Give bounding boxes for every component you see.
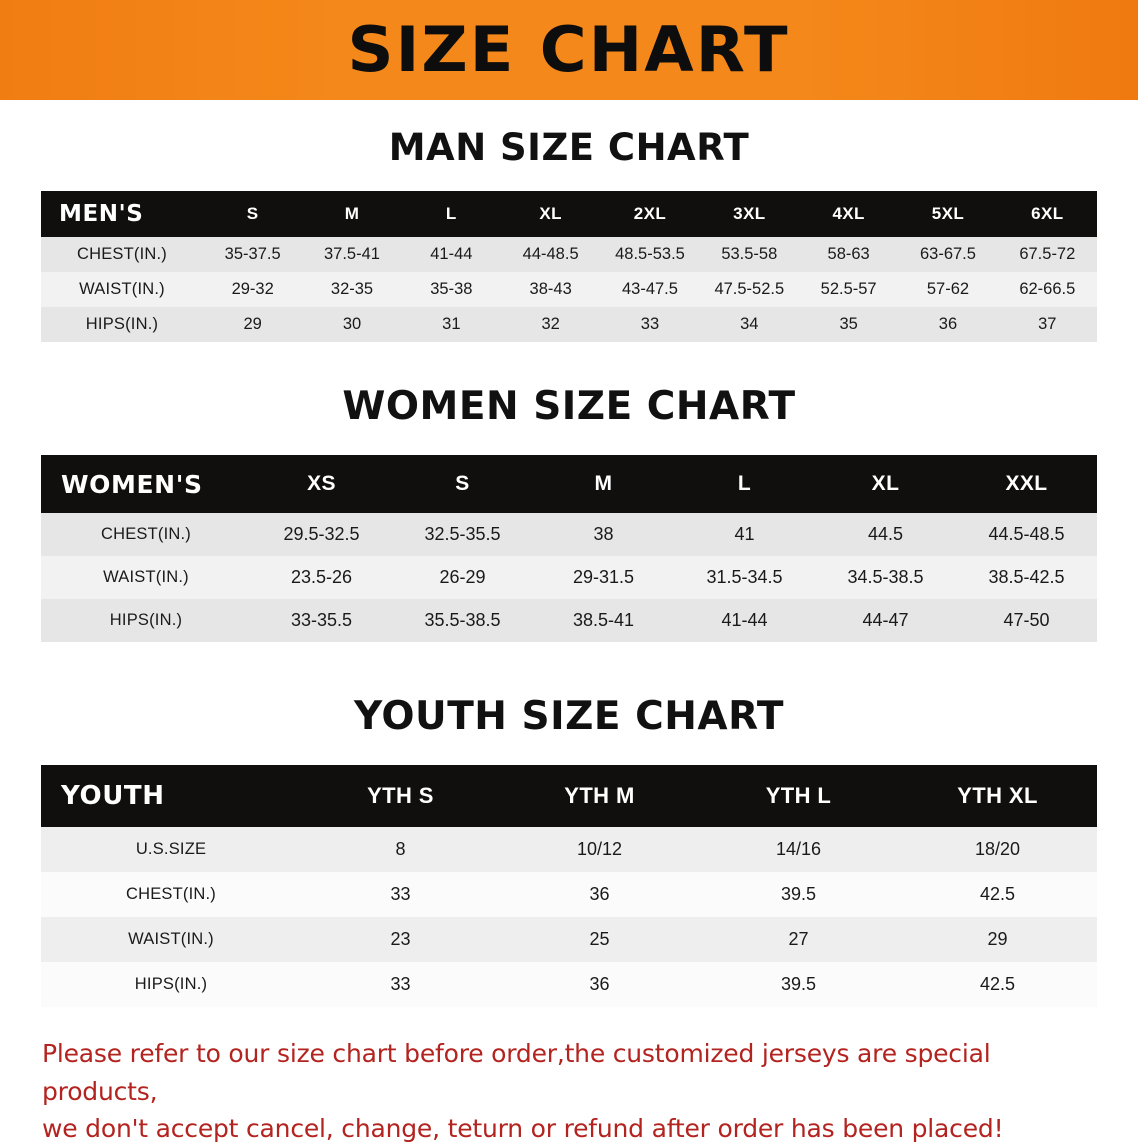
cell: 33-35.5 xyxy=(251,599,392,642)
table-row xyxy=(41,827,1097,872)
column-header: YTH L xyxy=(699,765,898,827)
column-header: 4XL xyxy=(799,191,898,237)
table-row xyxy=(41,872,1097,917)
row-label: HIPS(IN.) xyxy=(41,599,251,642)
cell: 23 xyxy=(301,917,500,962)
cell: 26-29 xyxy=(392,556,533,599)
column-header: YTH M xyxy=(500,765,699,827)
column-header: S xyxy=(392,455,533,513)
table-header-row xyxy=(41,455,1097,513)
man-table-wrap xyxy=(0,191,1138,342)
column-header: S xyxy=(203,191,302,237)
cell: 41 xyxy=(674,513,815,556)
column-header: XL xyxy=(815,455,956,513)
cell: 33 xyxy=(301,872,500,917)
cell: 38.5-41 xyxy=(533,599,674,642)
cell: 48.5-53.5 xyxy=(600,237,699,272)
column-header: XXL xyxy=(956,455,1097,513)
row-label: CHEST(IN.) xyxy=(41,872,301,917)
cell: 33 xyxy=(301,962,500,1007)
cell: 44.5-48.5 xyxy=(956,513,1097,556)
row-label: CHEST(IN.) xyxy=(41,513,251,556)
cell: 47.5-52.5 xyxy=(700,272,799,307)
women-table-wrap xyxy=(0,455,1138,642)
cell: 39.5 xyxy=(699,962,898,1007)
cell: 37 xyxy=(998,307,1097,342)
row-label: WAIST(IN.) xyxy=(41,917,301,962)
column-header: 5XL xyxy=(898,191,997,237)
page-title: SIZE CHART xyxy=(347,13,791,86)
cell: 35-38 xyxy=(402,272,501,307)
cell: 67.5-72 xyxy=(998,237,1097,272)
cell: 42.5 xyxy=(898,872,1097,917)
cell: 38.5-42.5 xyxy=(956,556,1097,599)
cell: 37.5-41 xyxy=(302,237,401,272)
cell: 63-67.5 xyxy=(898,237,997,272)
cell: 38-43 xyxy=(501,272,600,307)
cell: 18/20 xyxy=(898,827,1097,872)
cell: 42.5 xyxy=(898,962,1097,1007)
column-header: 2XL xyxy=(600,191,699,237)
cell: 14/16 xyxy=(699,827,898,872)
cell: 41-44 xyxy=(402,237,501,272)
cell: 35-37.5 xyxy=(203,237,302,272)
cell: 43-47.5 xyxy=(600,272,699,307)
cell: 25 xyxy=(500,917,699,962)
cell: 34 xyxy=(700,307,799,342)
cell: 32-35 xyxy=(302,272,401,307)
cell: 52.5-57 xyxy=(799,272,898,307)
cell: 29-32 xyxy=(203,272,302,307)
column-header: 3XL xyxy=(700,191,799,237)
cell: 32.5-35.5 xyxy=(392,513,533,556)
cell: 8 xyxy=(301,827,500,872)
cell: 31 xyxy=(402,307,501,342)
column-header: XL xyxy=(501,191,600,237)
cell: 35.5-38.5 xyxy=(392,599,533,642)
row-label: U.S.SIZE xyxy=(41,827,301,872)
cell: 39.5 xyxy=(699,872,898,917)
women-size-table xyxy=(41,455,1097,642)
column-header: 6XL xyxy=(998,191,1097,237)
cell: 32 xyxy=(501,307,600,342)
row-label: WAIST(IN.) xyxy=(41,272,203,307)
cell: 36 xyxy=(898,307,997,342)
youth-table-wrap xyxy=(0,765,1138,1007)
cell: 29 xyxy=(898,917,1097,962)
column-header: YOUTH xyxy=(41,765,301,827)
cell: 29-31.5 xyxy=(533,556,674,599)
table-row xyxy=(41,556,1097,599)
column-header: L xyxy=(402,191,501,237)
column-header: YTH XL xyxy=(898,765,1097,827)
cell: 10/12 xyxy=(500,827,699,872)
column-header: L xyxy=(674,455,815,513)
table-header-row xyxy=(41,191,1097,237)
cell: 27 xyxy=(699,917,898,962)
cell: 31.5-34.5 xyxy=(674,556,815,599)
youth-size-table xyxy=(41,765,1097,1007)
cell: 53.5-58 xyxy=(700,237,799,272)
man-section-heading: MAN SIZE CHART xyxy=(388,126,750,169)
cell: 44-48.5 xyxy=(501,237,600,272)
column-header: YTH S xyxy=(301,765,500,827)
table-row xyxy=(41,237,1097,272)
cell: 33 xyxy=(600,307,699,342)
cell: 36 xyxy=(500,872,699,917)
cell: 30 xyxy=(302,307,401,342)
row-label: HIPS(IN.) xyxy=(41,307,203,342)
column-header: XS xyxy=(251,455,392,513)
cell: 47-50 xyxy=(956,599,1097,642)
cell: 29 xyxy=(203,307,302,342)
man-size-table xyxy=(41,191,1097,342)
cell: 29.5-32.5 xyxy=(251,513,392,556)
disclaimer-note xyxy=(42,1035,1108,1148)
cell: 44.5 xyxy=(815,513,956,556)
table-row xyxy=(41,962,1097,1007)
women-section-heading: WOMEN SIZE CHART xyxy=(342,384,796,429)
table-row xyxy=(41,599,1097,642)
cell: 58-63 xyxy=(799,237,898,272)
row-label: CHEST(IN.) xyxy=(41,237,203,272)
row-label: HIPS(IN.) xyxy=(41,962,301,1007)
table-row xyxy=(41,917,1097,962)
table-row xyxy=(41,272,1097,307)
cell: 41-44 xyxy=(674,599,815,642)
cell: 57-62 xyxy=(898,272,997,307)
disclaimer-line-2: we don't accept cancel, change, teturn or refund after order has been placed! xyxy=(42,1114,1004,1143)
cell: 38 xyxy=(533,513,674,556)
column-header: MEN'S xyxy=(41,191,203,237)
table-header-row xyxy=(41,765,1097,827)
disclaimer-line-1: Please refer to our size chart before order,the customized jerseys are special products, xyxy=(42,1039,991,1106)
youth-section-heading: YOUTH SIZE CHART xyxy=(354,694,784,739)
cell: 23.5-26 xyxy=(251,556,392,599)
row-label: WAIST(IN.) xyxy=(41,556,251,599)
column-header: WOMEN'S xyxy=(41,455,251,513)
table-row xyxy=(41,307,1097,342)
cell: 34.5-38.5 xyxy=(815,556,956,599)
cell: 44-47 xyxy=(815,599,956,642)
cell: 36 xyxy=(500,962,699,1007)
table-row xyxy=(41,513,1097,556)
banner xyxy=(0,0,1138,100)
cell: 62-66.5 xyxy=(998,272,1097,307)
cell: 35 xyxy=(799,307,898,342)
column-header: M xyxy=(302,191,401,237)
column-header: M xyxy=(533,455,674,513)
